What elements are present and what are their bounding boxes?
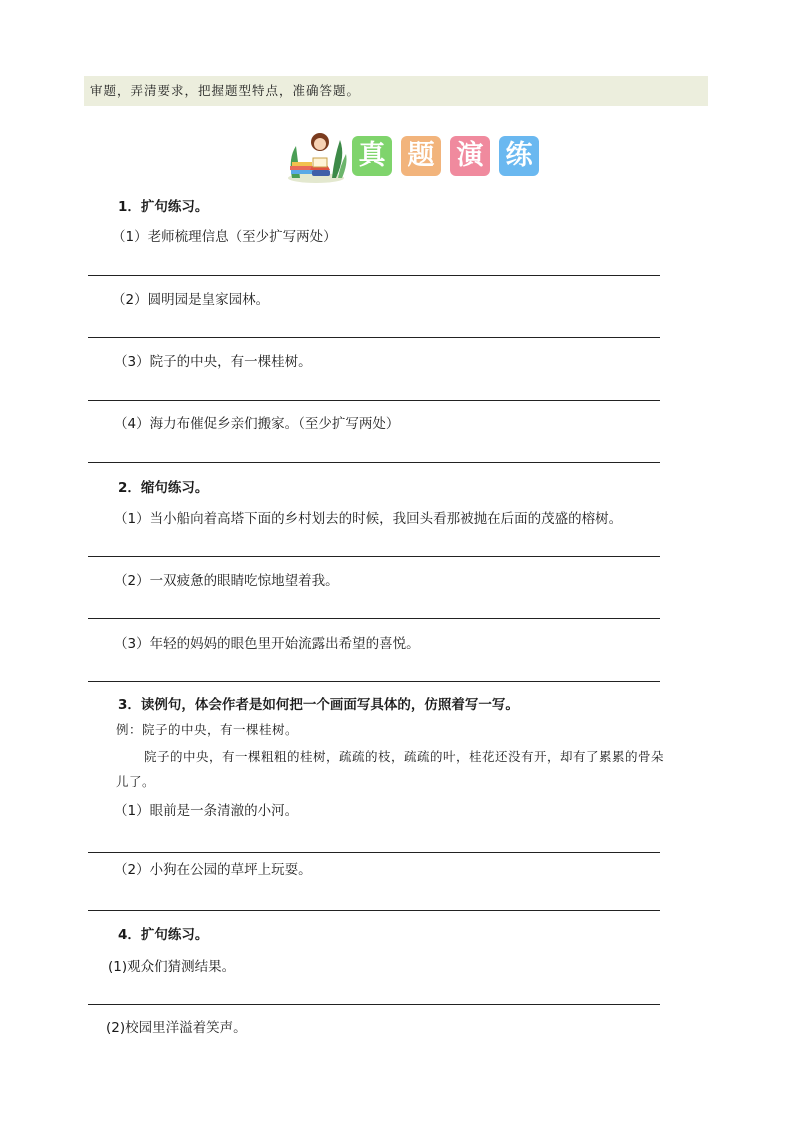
q4-item-2: (2)校园里洋溢着笑声。 [106,1020,247,1036]
q4-title: 4．扩句练习。 [118,927,209,943]
answer-line [88,462,660,463]
answer-line [88,556,660,557]
banner-char-2: 题 [401,136,441,176]
tip-bar: 审题，弄清要求，把握题型特点，准确答题。 [84,76,708,106]
answer-line [88,400,660,401]
q3-item-2: （2）小狗在公园的草坪上玩耍。 [114,862,312,878]
q1-item-2: （2）圆明园是皇家园林。 [112,292,270,308]
q1-item-1: （1）老师梳理信息（至少扩写两处） [112,229,337,245]
q1-item-4: （4）海力布催促乡亲们搬家。（至少扩写两处） [114,416,400,432]
q3-item-1: （1）眼前是一条清澈的小河。 [114,803,299,819]
answer-line [88,275,660,276]
banner-char-4: 练 [499,136,539,176]
banner-char-1: 真 [352,136,392,176]
q3-example-label: 例：院子的中央，有一棵桂树。 [116,722,299,737]
section-banner [286,128,546,184]
answer-line [88,1004,660,1005]
answer-line [88,910,660,911]
reading-girl-illustration [286,128,348,184]
q2-title: 2．缩句练习。 [118,480,209,496]
q3-example-text-2: 儿了。 [116,774,156,789]
q1-title: 1．扩句练习。 [118,199,209,215]
q4-item-1: (1)观众们猜测结果。 [108,959,236,975]
answer-line [88,337,660,338]
answer-line [88,852,660,853]
q3-example-text-1: 院子的中央，有一棵粗粗的桂树，疏疏的枝，疏疏的叶，桂花还没有开，却有了累累的骨朵 [144,749,665,764]
q2-item-2: （2）一双疲惫的眼睛吃惊地望着我。 [114,573,339,589]
q2-item-3: （3）年轻的妈妈的眼色里开始流露出希望的喜悦。 [114,636,420,652]
q3-title: 3．读例句，体会作者是如何把一个画面写具体的，仿照着写一写。 [118,697,519,713]
banner-char-3: 演 [450,136,490,176]
q2-item-1: （1）当小船向着高塔下面的乡村划去的时候，我回头看那被抛在后面的茂盛的榕树。 [114,511,623,527]
q1-item-3: （3）院子的中央，有一棵桂树。 [114,354,312,370]
answer-line [88,618,660,619]
answer-line [88,681,660,682]
